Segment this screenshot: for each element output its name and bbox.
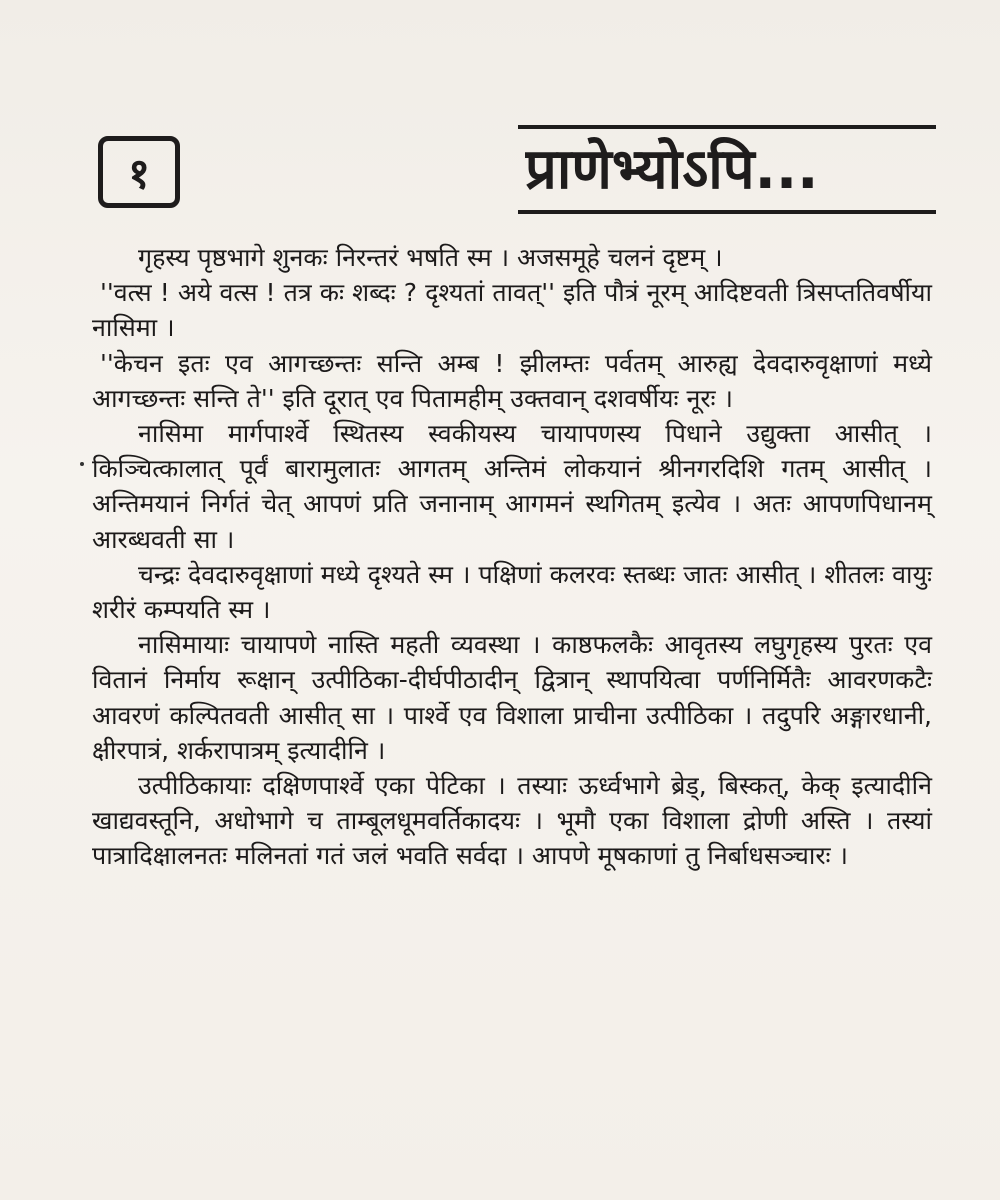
title-rule-bottom: [518, 210, 936, 214]
paragraph-7: उत्पीठिकायाः दक्षिणपार्श्वे एका पेटिका । तस्याः ऊर्ध्वभागे ब्रेड्, बिस्कत्, केक् इत्यादीनि खाद्यवस्तूनि, अधोभागे च ताम्बूलधूमवर्तिकादयः । भूमौ एका विशाला द्रोणी अस्ति । तस्यां पात्रादिक्षालनतः मलिनतां गतं जलं भवति सर्वदा । आपणे मूषकाणां तु निर्बाधसञ्चारः ।: [92, 771, 932, 871]
paragraph-6: नासिमायाः चायापणे नास्ति महती व्यवस्था । काष्ठफलकैः आवृतस्य लघुगृहस्य पुरतः एव वितानं निर्माय रूक्षान् उत्पीठिका-दीर्घपीठादीन् द्वित्रान् स्थापयित्वा पर्णनिर्मितैः आवरणकटैः आवरणं कल्पितवती आसीत् सा । पार्श्वे एव विशाला प्राचीना उत्पीठिका । तदुपरि अङ्गारधानी, क्षीरपात्रं, शर्करापात्रम् इत्यादीनि ।: [92, 630, 932, 765]
paragraph-1: गृहस्य पृष्ठभागे शुनकः निरन्तरं भषति स्म । अजसमूहे चलनं दृष्टम् ।: [138, 243, 723, 272]
paragraph-2: ''वत्स ! अये वत्स ! तत्र कः शब्दः ? दृश्यतां तावत्'' इति पौत्रं नूरम् आदिष्टवती त्रिसप्ततिवर्षीया नासिमा ।: [92, 278, 932, 343]
paragraph-3: ''केचन इतः एव आगच्छन्तः सन्ति अम्ब ! झीलम्तः पर्वतम् आरुह्य देवदारुवृक्षाणां मध्ये आगच्छन्तः सन्ति ते'' इति दूरात् एव पितामहीम् उक्तवान् दशवर्षीयः नूरः ।: [92, 348, 932, 413]
margin-mark: [80, 462, 84, 466]
chapter-title: प्राणेभ्योऽपि...: [525, 137, 819, 202]
chapter-header: [0, 0, 1000, 230]
chapter-number-box: [98, 136, 180, 208]
paragraph-5: चन्द्रः देवदारुवृक्षाणां मध्ये दृश्यते स्म । पक्षिणां कलरवः स्तब्धः जातः आसीत् । शीतलः वायुः शरीरं कम्पयति स्म ।: [92, 559, 932, 625]
title-rule-top: [518, 125, 936, 129]
paragraph-4: नासिमा मार्गपार्श्वे स्थितस्य स्वकीयस्य चायापणस्य पिधाने उद्युक्ता आसीत् । किञ्चित्कालात् पूर्वं बारामुलातः आगतम् अन्तिमं लोकयानं श्रीनगरदिशि गतम् आसीत् । अन्तिमयानं निर्गतं चेत् आपणं प्रति जनानाम् आगमनं स्थगितम् इत्येव । अतः आपणपिधानम् आरब्धवती सा ।: [92, 419, 932, 554]
chapter-body: [92, 240, 932, 1190]
chapter-number: १: [128, 148, 150, 198]
